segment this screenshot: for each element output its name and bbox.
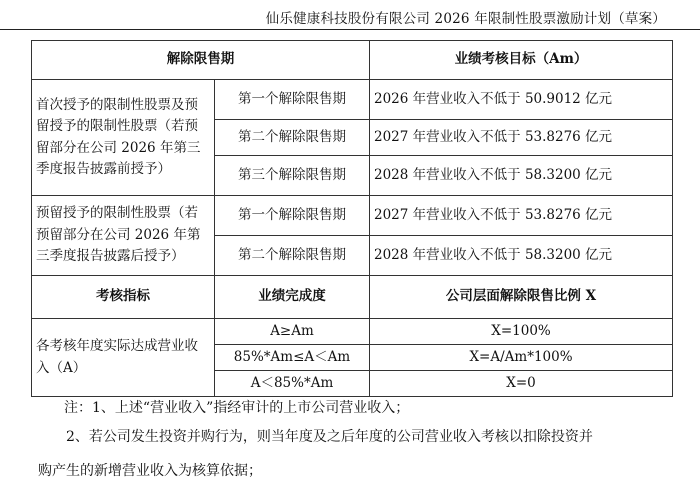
- note-acquisition-line1: 2、若公司发生投资并购行为，则当年度及之后年度的公司营业收入考核以扣除投资并: [66, 429, 593, 445]
- target-cell: 2027 年营业收入不低于 53.8276 亿元: [370, 196, 673, 236]
- table-row: [32, 319, 673, 345]
- target-cell: 2028 年营业收入不低于 58.3200 亿元: [370, 236, 673, 276]
- unlock-period-cell: 第一个解除限售期: [215, 80, 370, 120]
- unlock-period-cell: 第一个解除限售期: [215, 196, 370, 236]
- ratio-cell: X=A/Am*100%: [370, 345, 673, 371]
- table-header-row: [32, 41, 673, 80]
- completion-cell: A＜85%*Am: [215, 371, 370, 397]
- unlock-period-cell: 第三个解除限售期: [215, 156, 370, 196]
- completion-cell: 85%*Am≤A＜Am: [215, 345, 370, 371]
- group-label-reserved-grant: 预留授予的限制性股票（若预留部分在公司 2026 年第三季度报告披露后授予）: [32, 196, 215, 276]
- unlock-period-cell: 第二个解除限售期: [215, 236, 370, 276]
- target-cell: 2027 年营业收入不低于 53.8276 亿元: [370, 120, 673, 156]
- page-header: [0, 0, 700, 30]
- ratio-cell: X=0: [370, 371, 673, 397]
- target-cell: 2028 年营业收入不低于 58.3200 亿元: [370, 156, 673, 196]
- group-label-first-grant: 首次授予的限制性股票及预留授予的限制性股票（若预留部分在公司 2026 年第三季度报告披露前授予）: [32, 80, 215, 196]
- header-unlock-ratio: 公司层面解除限售比例 X: [370, 276, 673, 319]
- header-indicator: 考核指标: [32, 276, 215, 319]
- assessment-label: 各考核年度实际达成营业收入（A）: [32, 319, 215, 397]
- header-title: 仙乐健康科技股份有限公司 2026 年限制性股票激励计划（草案）: [265, 11, 666, 27]
- note-revenue-definition: 注：1、上述“营业收入”指经审计的上市公司营业收入；: [64, 400, 410, 416]
- header-performance-target: 业绩考核目标（Am）: [370, 41, 673, 80]
- target-cell: 2026 年营业收入不低于 50.9012 亿元: [370, 80, 673, 120]
- completion-cell: A≥Am: [215, 319, 370, 345]
- table-row: [32, 196, 673, 236]
- ratio-cell: X=100%: [370, 319, 673, 345]
- performance-table: [31, 40, 673, 397]
- assessment-header-row: [32, 276, 673, 319]
- table-row: [32, 80, 673, 120]
- unlock-period-cell: 第二个解除限售期: [215, 120, 370, 156]
- header-completion: 业绩完成度: [215, 276, 370, 319]
- note-acquisition-line2: 购产生的新增营业收入为核算依据；: [38, 463, 262, 479]
- header-unlock-period: 解除限售期: [32, 41, 370, 80]
